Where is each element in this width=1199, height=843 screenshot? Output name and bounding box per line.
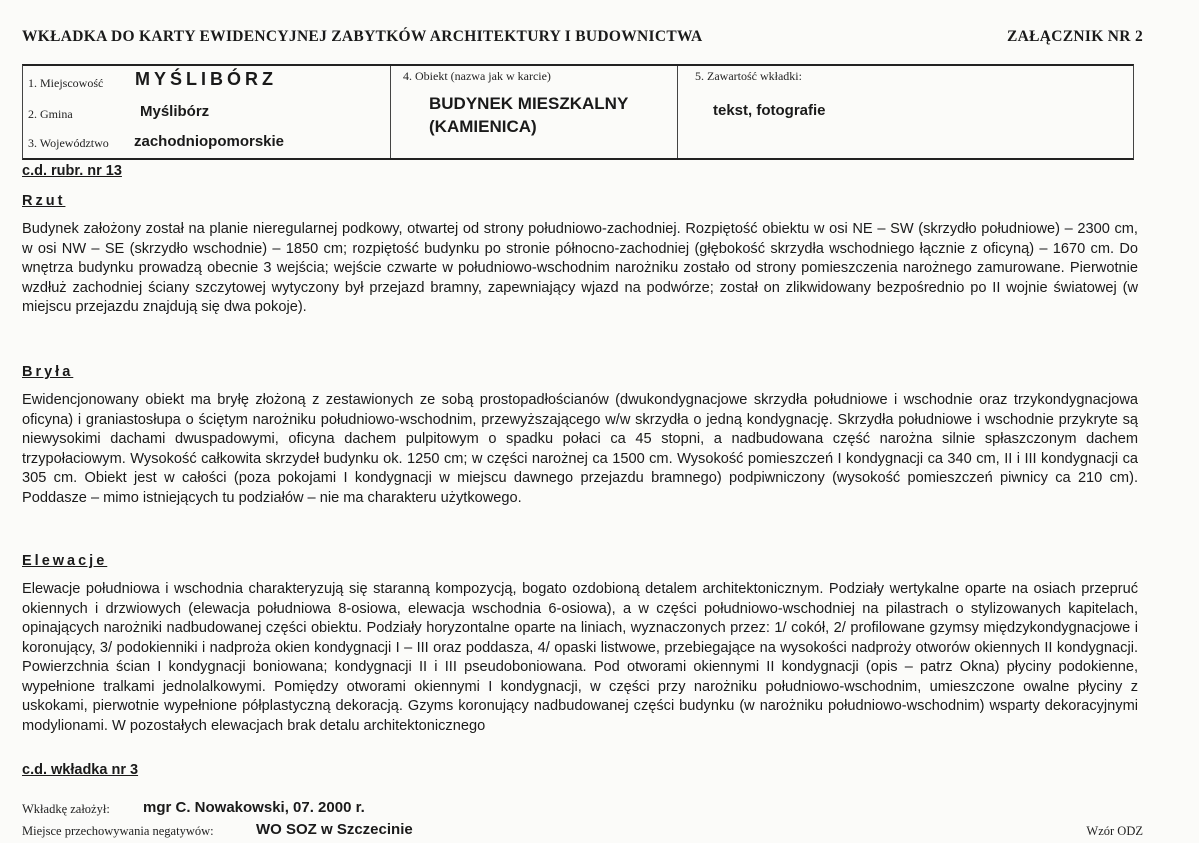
gmina-value: Myślibórz xyxy=(140,103,210,120)
miejscowosc-label: 1. Miejscowość xyxy=(28,76,104,90)
annex-number: ZAŁĄCZNIK NR 2 xyxy=(1007,28,1143,45)
section-heading-elewacje: Elewacje xyxy=(22,553,108,569)
form-fields-box xyxy=(22,64,1134,160)
form-title: WKŁADKA DO KARTY EWIDENCYJNEJ ZABYTKÓW ARCHITEKTURY I BUDOWNICTWA xyxy=(22,28,703,45)
wojewodztwo-value: zachodniopomorskie xyxy=(134,133,285,150)
obiekt-value-line1: BUDYNEK MIESZKALNY xyxy=(429,94,629,113)
zawartosc-label: 5. Zawartość wkładki: xyxy=(695,69,802,83)
storage-label: Miejsce przechowywania negatywów: xyxy=(22,824,214,838)
storage-value: WO SOZ w Szczecinie xyxy=(256,821,413,838)
continued-reference: c.d. wkładka nr 3 xyxy=(22,762,139,778)
section-text-rzut: Budynek założony został na planie nieregularnej podkowy, otwartej od strony południowo-zachodniej. Rozpiętość obiektu w osi NE – SW (skrzydło południowe) – 2300 cm, w osi NW – SE (skrzydło wschodnie) – 1850 cm; rozpiętość budynku po stronie północno-zachodniej (głębokość skrzydła wschodniego łącznie z oficyną) – 1670 cm. Do wnętrza budynku prowadzą obecnie 3 wejścia; wejście czwarte w południowo-wschodnim narożniku zostało od strony pomieszczenia narożnego zamurowane. Pierwotnie wzdłuż zachodniej ściany szczytowej wytyczony był przejazd bramny, zapewniający wjazd na podwórze; został on zlikwidowany bezpośrednio po II wojnie światowej (w miejscu przejazdu znajdują się dwa pokoje). xyxy=(22,221,1138,315)
miejscowosc-value: MYŚLIBÓRZ xyxy=(135,69,277,89)
section-heading-rzut: Rzut xyxy=(22,193,66,209)
section-heading-bryla: Bryła xyxy=(22,364,74,380)
section-text-bryla: Ewidencjonowany obiekt ma bryłę złożoną z zestawionych ze sobą prostopadłościanów (dwukondygnacjowe skrzydła południowe i wschodnie oraz trzykondygnacjowa oficyna) i graniastosłupa o ściętym narożniku południowo-wschodnim, przewyższającego w/w skrzydła o jedną kondygnację. Skrzydła południowe i wschodnie przykryte są niewysokimi dachami dwuspadowymi, oficyna dachem pulpitowym o spadku połaci ca 45 stopni, a nadbudowana część narożna silnie spłaszczonym dachem trzypołaciowym. Wysokość całkowita skrzydeł budynku ok. 1250 cm; w części narożnej ca 1500 cm. Wysokość pomieszczeń I kondygnacji ca 340 cm, II i III kondygnacji ca 305 cm. Obiekt jest w całości (poza pokojami I kondygnacji w miejscu dawnego przejazdu bramnego) podpiwniczony (wysokość pomieszczeń piwnicy ca 210 cm). Poddasze – mimo istniejących tu podziałów – nie ma charakteru użytkowego. xyxy=(22,392,1138,506)
column-divider xyxy=(677,66,678,158)
form-code: Wzór ODZ xyxy=(1086,824,1143,838)
zawartosc-value: tekst, fotografie xyxy=(713,102,826,119)
column-divider xyxy=(390,66,391,158)
continuation-reference: c.d. rubr. nr 13 xyxy=(22,163,122,179)
author-value: mgr C. Nowakowski, 07. 2000 r. xyxy=(143,799,365,816)
wojewodztwo-label: 3. Województwo xyxy=(28,136,109,150)
obiekt-label: 4. Obiekt (nazwa jak w karcie) xyxy=(403,69,551,83)
section-text-elewacje: Elewacje południowa i wschodnia charakteryzują się staranną kompozycją, bogato ozdobioną detalem architektonicznym. Podziały wertykalne oparte na osiach przepruć okiennych i drzwiowych (elewacja południowa 8-osiowa, elewacja wschodnia 6-osiowa), a w części południowo-wschodniej na pilastrach o stylizowanych kapitelach, opinających narożniki nadbudowanej części obiektu. Podziały horyzontalne oparte na liniach, wyznaczonych przez: 1/ cokół, 2/ profilowane gzymsy międzykondygnacjowe i koronujący, 3/ podokienniki i nadproża okien kondygnacji I – III oraz poddasza, 4/ opaski listwowe, przebiegające na wysokości nadproży otworów okiennych II kondygnacji. Powierzchnia ścian I kondygnacji boniowana; kondygnacji II i III pseudoboniowana. Pod otworami okiennymi II kondygnacji (opis – patrz Okna) płyciny podokienne, wypełnione tralkami jednolalkowymi. Pomiędzy otworami okiennymi I kondygnacji, w części przy narożniku południowo-wschodnim, umieszczone owalne płyciny z uskokami, pierwotnie wypełnione półplastyczną dekoracją. Gzyms koronujący nadbudowanej części budynku (w narożniku południowo-wschodnim) wsparty dekoracyjnymi modylionami. W pozostałych elewacjach brak detalu architektonicznego xyxy=(22,581,1138,734)
obiekt-value-line2: (KAMIENICA) xyxy=(429,117,537,136)
gmina-label: 2. Gmina xyxy=(28,107,73,121)
author-label: Wkładkę założył: xyxy=(22,802,110,816)
